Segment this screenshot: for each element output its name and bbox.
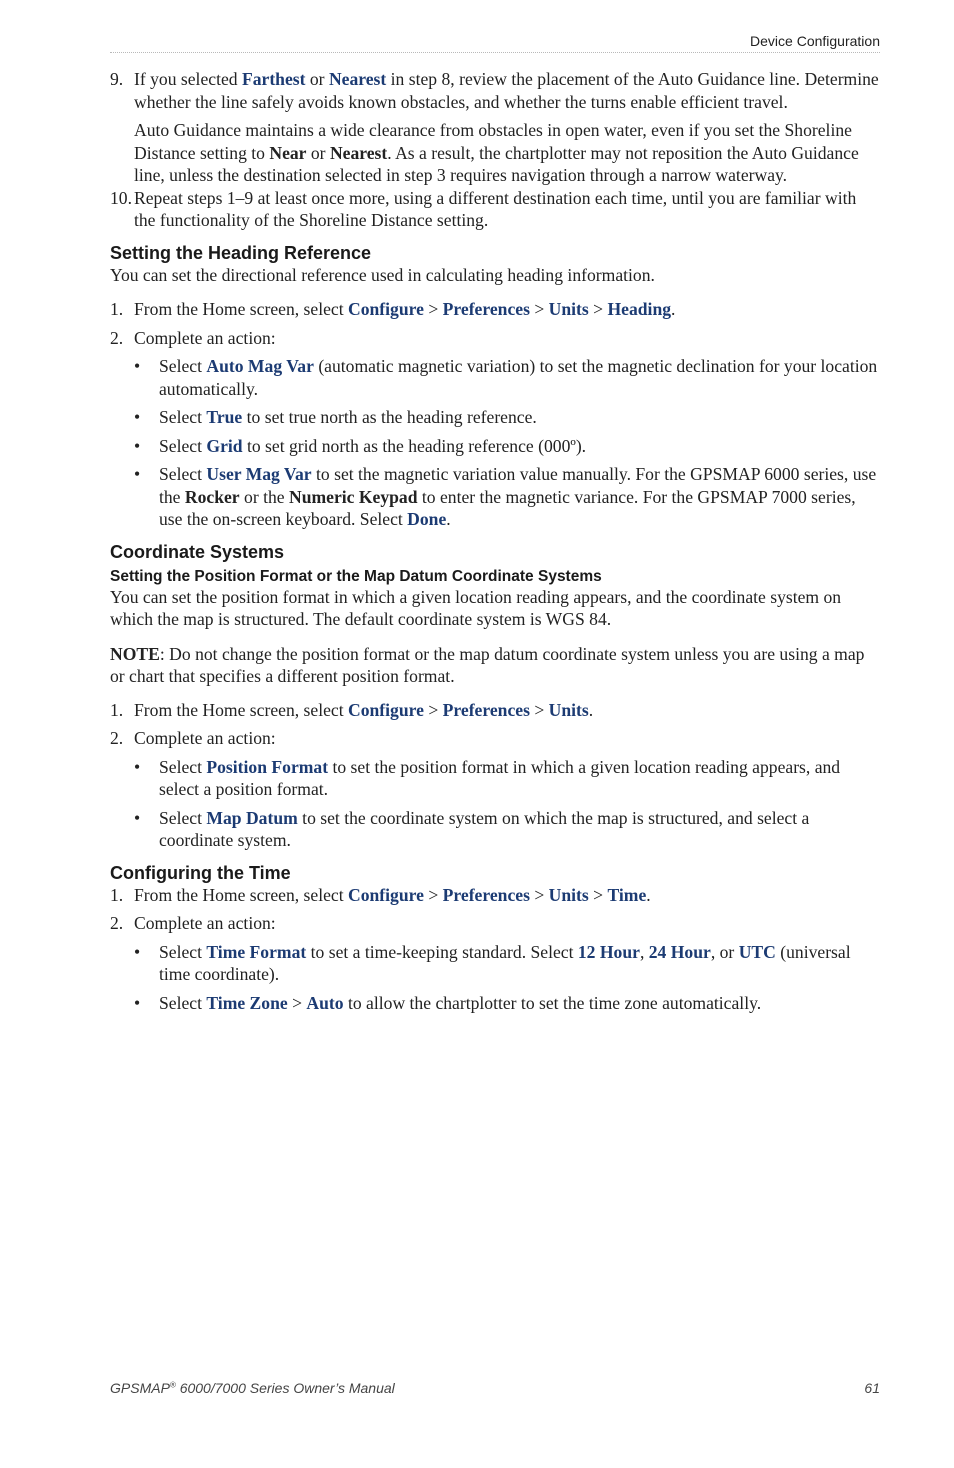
step-number: 9.: [110, 69, 124, 89]
bullet-icon: •: [134, 756, 141, 777]
coord-step-2: 2. Complete an action:: [110, 728, 276, 748]
section-title-heading-reference: Setting the Heading Reference: [110, 242, 372, 263]
header-divider: [110, 52, 880, 53]
note-label: NOTE: [110, 643, 160, 664]
keyword-farthest: Farthest: [241, 69, 306, 89]
coord-step-1: 1. From the Home screen, select Configure > Preferences > Units.: [110, 699, 594, 720]
section-title-configuring-time: Configuring the Time: [110, 862, 291, 883]
section-intro: You can set the position format in which a given location reading appears, and the coordinate system on which the map is structured. The default coordinate system is WGS 84.: [110, 586, 842, 629]
heading-step-1: 1. From the Home screen, select Configure > Preferences > Units > Heading.: [110, 299, 676, 319]
bullet-icon: •: [134, 464, 141, 484]
bullet-time-format: • Select Time Format to set a time-keeping standard. Select 12 Hour, 24 Hour, or UTC (universal time coordinate).: [134, 941, 851, 984]
bullet-position-format: • Select Position Format to set the position format in which a given location reading appears, and select a position format.: [134, 756, 841, 799]
subsection-title: Setting the Position Format or the Map Datum Coordinate Systems: [110, 567, 602, 585]
time-step-1: 1. From the Home screen, select Configure > Preferences > Units > Time.: [110, 884, 651, 905]
bullet-icon: •: [134, 435, 141, 456]
bullet-icon: •: [134, 807, 141, 828]
bullet-icon: •: [134, 992, 141, 1013]
step-9: 9. If you selected Farthest or Nearest in step 8, review the placement of the Auto Guidance line. Determine whether the line safely avoids known obstacles, and whether the turns enable efficient travel.: [110, 69, 879, 112]
section-title-coordinate-systems: Coordinate Systems: [110, 541, 285, 562]
time-step-2: 2. Complete an action:: [110, 913, 276, 933]
bullet-time-zone: • Select Time Zone > Auto to allow the chartplotter to set the time zone automatically.: [134, 992, 762, 1013]
footer-manual-title: GPSMAP® 6000/7000 Series Owner’s Manual: [110, 1380, 395, 1396]
bullet-icon: •: [134, 356, 141, 376]
bullet-icon: •: [134, 941, 141, 962]
bullet-auto-mag-var: • Select Auto Mag Var (automatic magnetic variation) to set the magnetic declination for your location automatically.: [134, 356, 878, 399]
heading-step-2: 2. Complete an action:: [110, 327, 276, 348]
step-10: 10. Repeat steps 1–9 at least once more, using a different destination each time, until you are familiar with the functionality of the Shoreline Distance setting.: [110, 187, 857, 230]
bullet-true: • Select True to set true north as the heading reference.: [134, 407, 537, 427]
running-header: Device Configuration: [750, 33, 880, 49]
page-number: 61: [864, 1380, 880, 1396]
step-9-note: Auto Guidance maintains a wide clearance from obstacles in open water, even if you set the Shoreline Distance setting to Near or Nearest. As a result, the chartplotter may not reposition the Auto Guidance line, unless the destination selected in step 3 requires navigation through a narrow waterway.: [134, 120, 859, 185]
section-intro: You can set the directional reference used in calculating heading information.: [110, 264, 655, 285]
bullet-map-datum: • Select Map Datum to set the coordinate system on which the map is structured, and select a coordinate system.: [134, 807, 810, 850]
step-number: 10.: [110, 187, 132, 208]
bullet-user-mag-var: • Select User Mag Var to set the magnetic variation value manually. For the GPSMAP 6000 series, use the Rocker or the Numeric Keypad to enter the magnetic variance. For the GPSMAP 7000 series, use the on-screen keyboard. Select Done.: [134, 464, 877, 529]
bullet-icon: •: [134, 407, 141, 427]
bullet-grid: • Select Grid to set grid north as the heading reference (000º).: [134, 435, 587, 456]
keyword-nearest: Nearest: [328, 69, 387, 89]
note-paragraph: NOTE: Do not change the position format or the map datum coordinate system unless you are using a map or chart that specifies a different position format.: [110, 643, 865, 686]
page-content: [110, 68, 880, 1020]
